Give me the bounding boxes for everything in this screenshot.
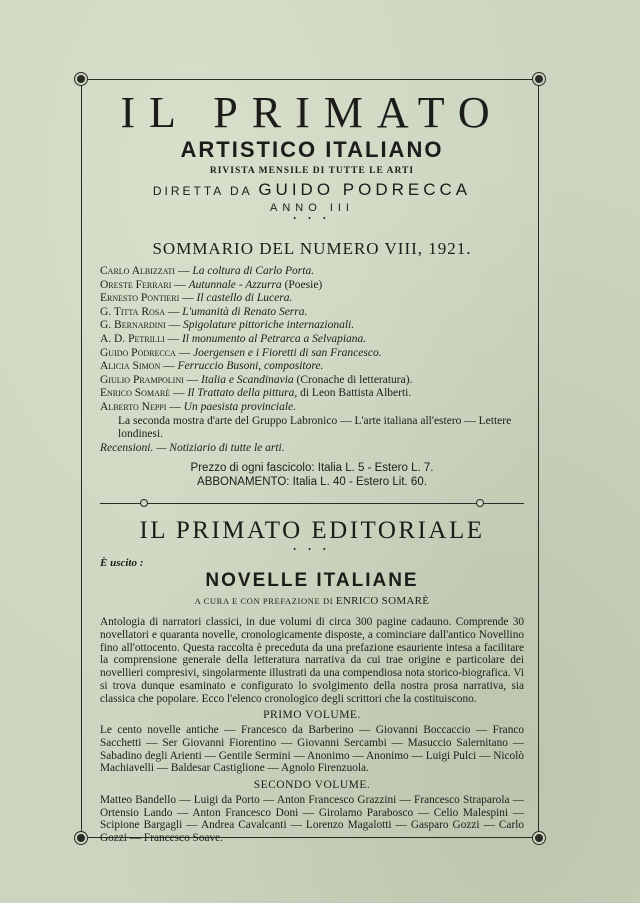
price-block bbox=[100, 461, 524, 489]
toc-entry: G. Bernardini — Spigolature pittoriche internazionali. bbox=[100, 319, 355, 332]
volume-two-heading: SECONDO VOLUME. bbox=[253, 779, 371, 792]
book-title: NOVELLE ITALIANE bbox=[205, 570, 419, 592]
director-line bbox=[100, 180, 524, 200]
corner-ornament bbox=[75, 832, 87, 844]
corner-ornament bbox=[75, 73, 87, 85]
corner-ornament bbox=[533, 832, 545, 844]
volume-two-authors: Matteo Bandello — Luigi da Porto — Anton Francesco Grazzini — Francesco Straparola — Ortensio Lando — Anton Francesco Doni — Girolamo Parabosco — Celio Malespini — Scipione Bargagli — Andrea Cavalcanti — Lorenzo Magalotti — Gasparo Gozzi — Carlo Gozzi — Francesco Soave. bbox=[100, 794, 524, 845]
toc-entry: Alicia Simon — Ferruccio Busoni, compositore. bbox=[100, 360, 324, 373]
table-of-contents-heading: SOMMARIO DEL NUMERO VIII, 1921. bbox=[152, 239, 472, 258]
diretta-da-label: DIRETTA DA bbox=[152, 184, 252, 198]
toc-entry: Enrico Somarè — Il Trattato della pittura, di Leon Battista Alberti. bbox=[100, 387, 412, 400]
director-name: GUIDO PODRECCA bbox=[258, 180, 472, 199]
corner-ornament bbox=[533, 73, 545, 85]
toc-entry: Guido Podrecca — Joergensen e i Fioretti di san Francesco. bbox=[100, 346, 382, 359]
toc-entry: Giulio Prampolini — Italia e Scandinavia (Cronache di letteratura). bbox=[100, 373, 413, 386]
price-single-issue: Prezzo di ogni fascicolo: Italia L. 5 - Estero L. 7. bbox=[190, 462, 434, 475]
toc-entry: Ernesto Pontieri — Il castello di Lucera. bbox=[100, 292, 293, 305]
toc-entry: Oreste Ferrari — Autunnale - Azzurra (Poesie) bbox=[100, 278, 323, 291]
toc-entry: G. Titta Rosa — L'umanità di Renato Serra. bbox=[100, 305, 308, 318]
ornament-dots: • • • bbox=[293, 214, 331, 223]
magazine-subtitle: ARTISTICO ITALIANO bbox=[180, 137, 444, 162]
toc-entry: Alberto Neppi — Un paesista provinciale. bbox=[100, 400, 296, 413]
editor-line: A CURA E CON PREFAZIONE DI ENRICO SOMARÈ bbox=[194, 595, 430, 608]
section-divider bbox=[100, 497, 524, 509]
table-of-contents bbox=[100, 265, 524, 455]
ornament-dots: • • • bbox=[293, 545, 331, 555]
masthead bbox=[100, 90, 524, 224]
magazine-title: IL PRIMATO bbox=[120, 88, 504, 137]
book-description: Antologia di narratori classici, in due volumi di circa 300 pagine cadauno. Comprende 30 novellatori e quaranta novelle, cronologicamente disposte, a cominciare dall'antico Novellino fino all'ottocento. Questa raccolta è preceduta da una prefazione esauriente intesa a facilitare la comprensione generale della letteratura narrativa da cui trae origine e particolare dei novellieri compresivi, singolarmente illustrati da una compendiosa nota storico-biografica. Vi si trova dunque esaminato e configurato lo svolgimento della nostra prosa narrativa, sia classica che popolare. Ecco l'elenco cronologico degli scrittori che la costituiscono. bbox=[100, 616, 524, 705]
toc-entry: Carlo Albizzati — La coltura di Carlo Porta. bbox=[100, 265, 315, 277]
toc-recensioni: Recensioni. — Notiziario di tutte le arti. bbox=[100, 441, 285, 454]
volume-one-authors: Le cento novelle antiche — Francesco da Barberino — Giovanni Boccaccio — Franco Sacchetti — Ser Giovanni Fiorentino — Giovanni Sercambi — Masuccio Salernitano — Sabadino degli Arienti — Gentile Sermini — Anonimo — Anonimo — Luigi Pulci — Nicolò Machiavelli — Baldesar Castiglione — Agnolo Firenzuola. bbox=[100, 724, 524, 775]
volume-one-heading: PRIMO VOLUME. bbox=[263, 709, 361, 722]
published-label: È uscito : bbox=[100, 557, 144, 570]
year-label: ANNO III bbox=[269, 202, 354, 214]
toc-extra-entry: La seconda mostra d'arte del Gruppo Labronico — L'arte italiana all'estero — Lettere londinesi. bbox=[118, 414, 512, 441]
toc-entry: A. D. Petrilli — Il monumento al Petrarca a Selvapiana. bbox=[100, 332, 367, 345]
editoriale-heading: IL PRIMATO EDITORIALE bbox=[139, 517, 485, 545]
page-content bbox=[100, 88, 524, 845]
magazine-tagline: RIVISTA MENSILE DI TUTTE LE ARTI bbox=[209, 166, 415, 176]
price-subscription: ABBONAMENTO: Italia L. 40 - Estero Lit. 60. bbox=[197, 476, 427, 489]
